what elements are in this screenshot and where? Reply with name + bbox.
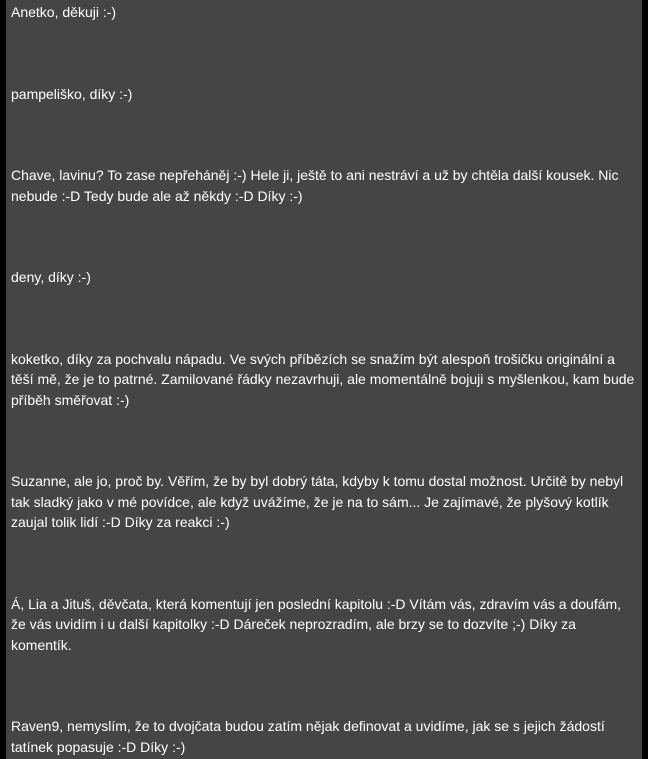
reply-text-raven9: Raven9, nemyslím, že to dvojčata budou zatím nějak definovat a uvidíme, jak se s jejich žádostí tatínek popasuje :-D Díky :-) bbox=[11, 718, 605, 755]
reply-text-suzanne: Suzanne, ale jo, proč by. Věřím, že by byl dobrý táta, kdyby k tomu dostal možnost. Určitě by nebyl tak sladký jako v mé povídce, ale když uvážíme, že je na to sám... Je zajímavé, že plyšový kotlík zaujal tolik lidí :-D Díky za reakci :-) bbox=[11, 473, 624, 530]
comment-replies-panel bbox=[6, 0, 642, 759]
reply-text-aneta: Anetko, děkuji :-) bbox=[11, 4, 117, 20]
reply-text-koketka: koketko, díky za pochvalu nápadu. Ve svých příbězích se snažím být alespoň trošičku originální a těší mě, že je to patrné. Zamilované řádky nezavrhuji, ale momentálně bojuji s myšlenkou, kam bude příběh směřovat :-) bbox=[11, 350, 635, 408]
reply-text-deny: deny, díky :-) bbox=[11, 269, 91, 285]
replies-list bbox=[6, 0, 642, 757]
reply-text-chave: Chave, lavinu? To zase nepřeháněj :-) Hele ji, ještě to ani nestráví a už by chtěla další kousek. Nic nebude :-D Tedy bude ale až někdy :-D Díky :-) bbox=[11, 167, 619, 204]
reply-text-pampeliska: pampeliško, díky :-) bbox=[11, 85, 133, 102]
reply-text-lia-jitus: Á, Lia a Jituš, děvčata, která komentují jen poslední kapitolu :-D Vítám vás, zdravím vás a doufám, že vás uvidím i u další kapitolky :-D Dáreček neprozradím, ale brzy se to dozvíte ;-) Díky za komentík. bbox=[11, 595, 622, 653]
